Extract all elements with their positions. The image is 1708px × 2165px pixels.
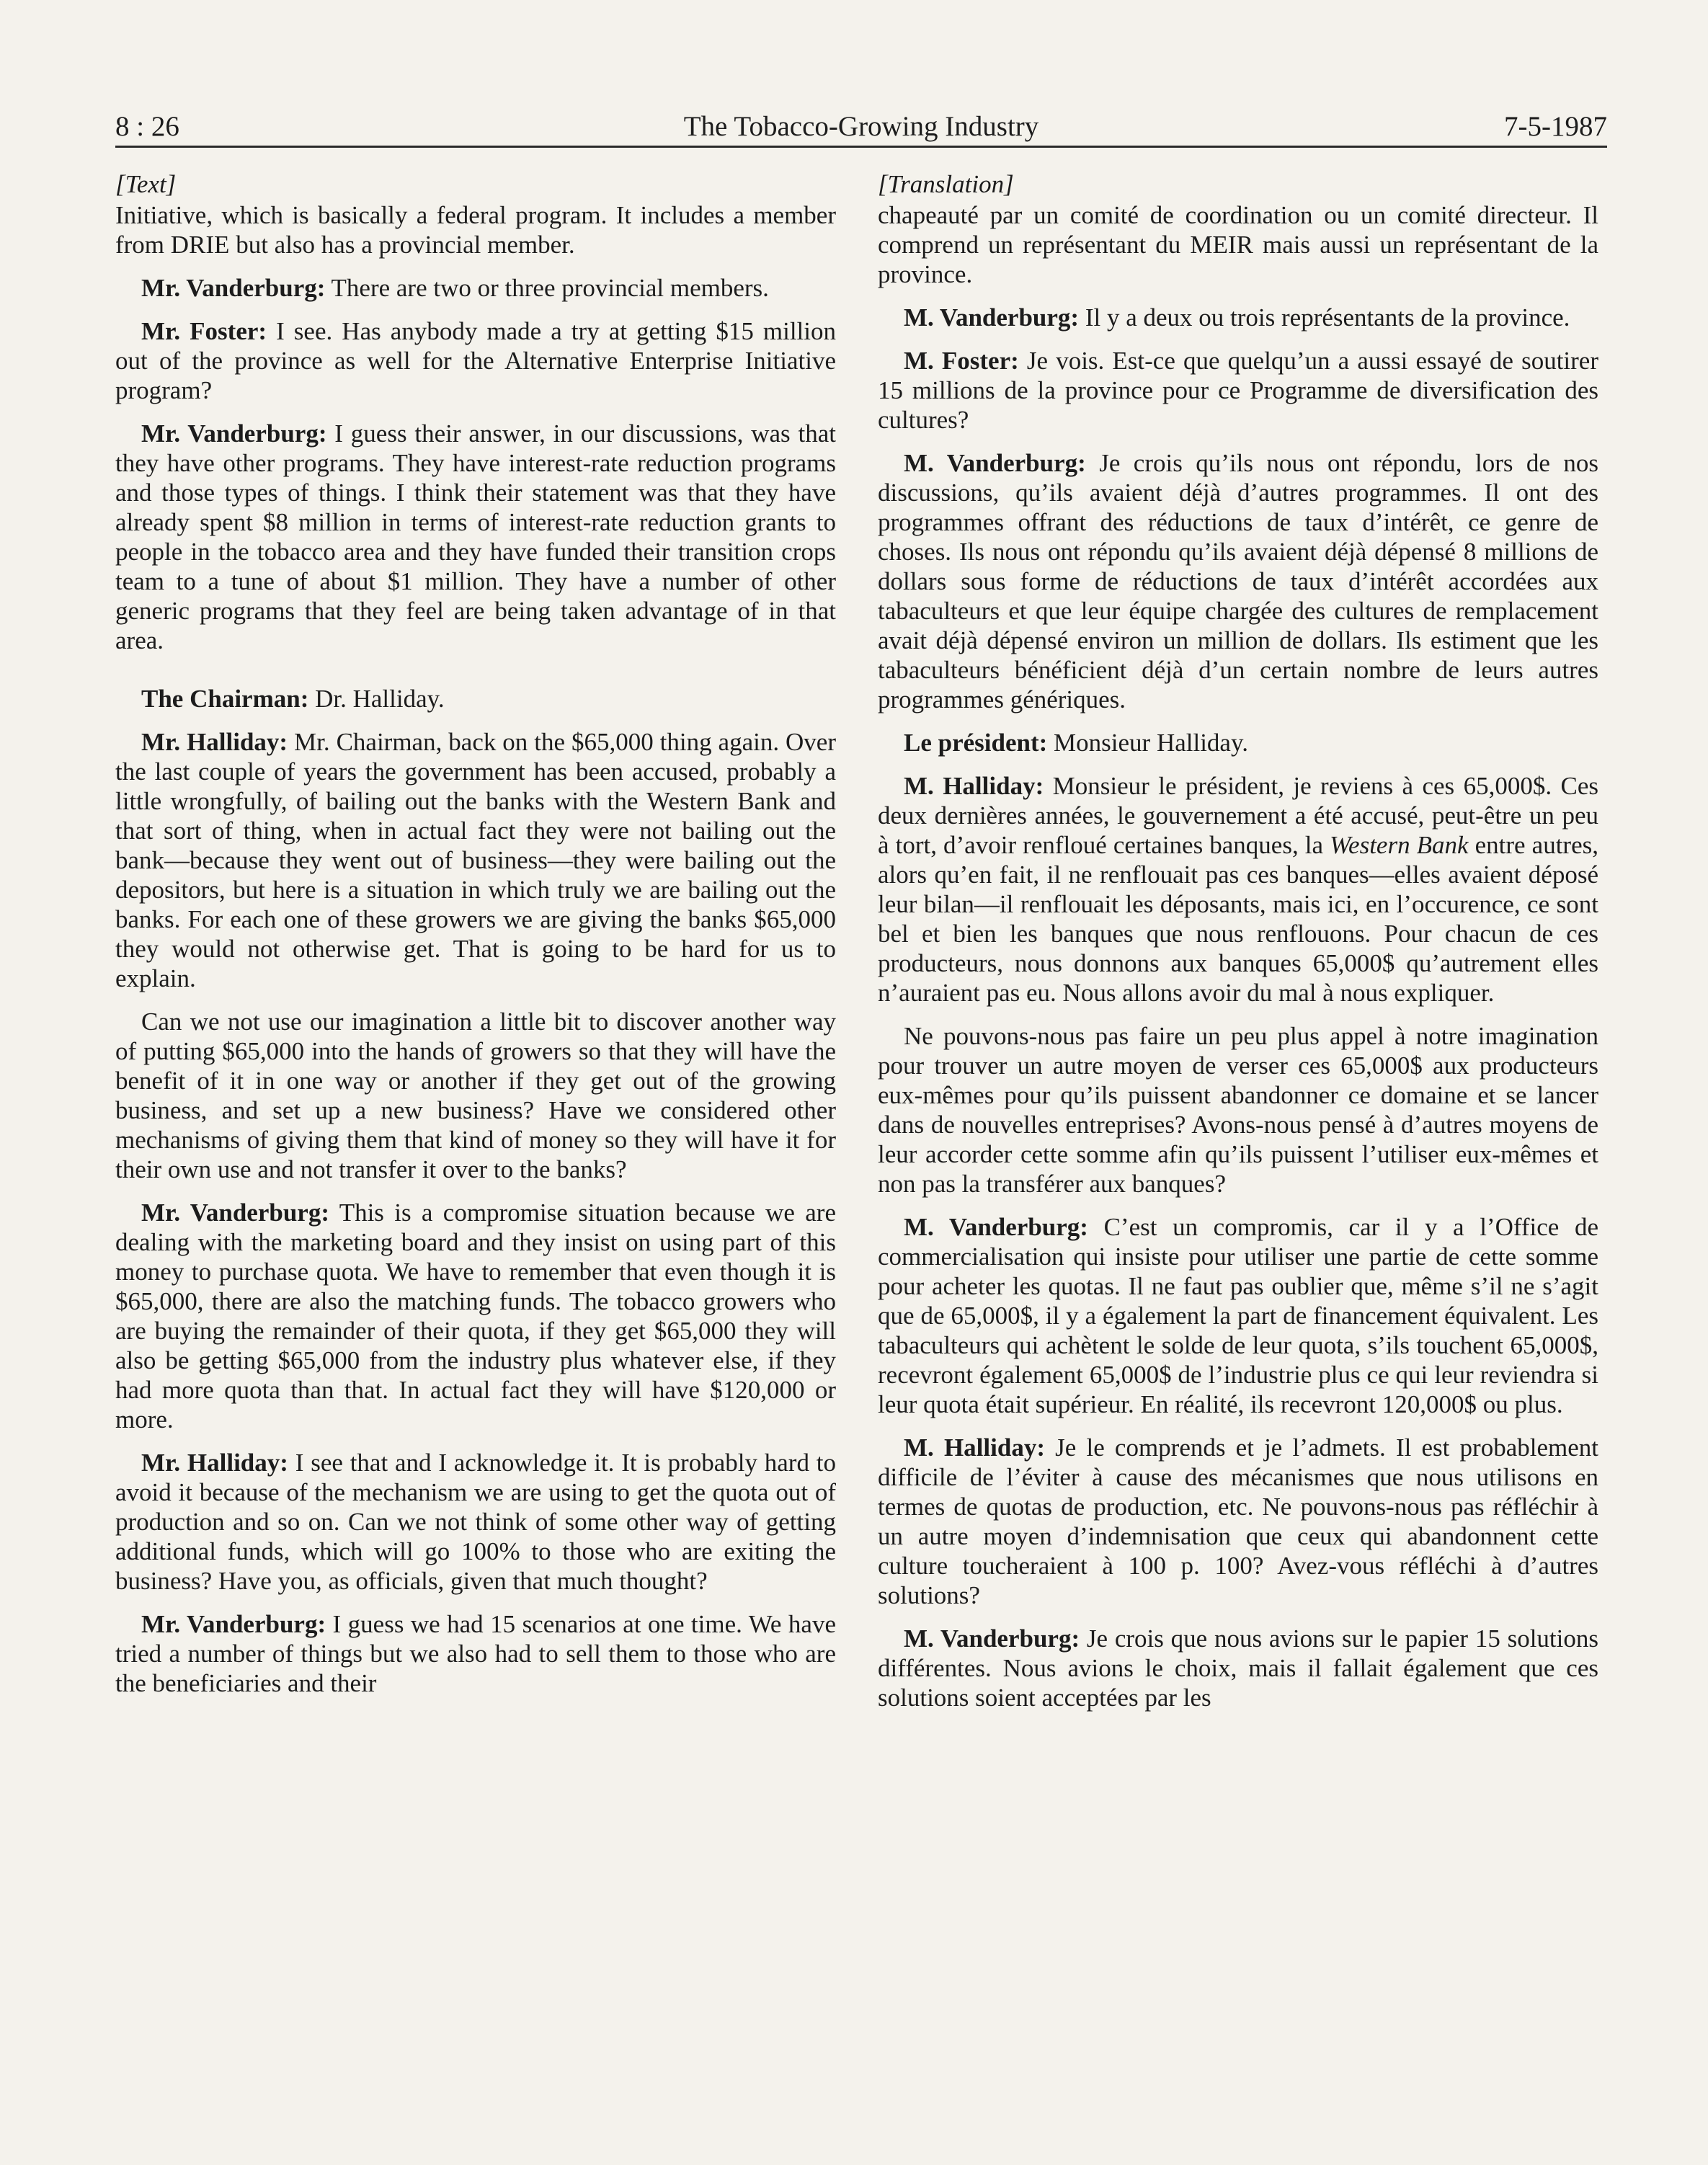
speech-text: Monsieur Halliday. xyxy=(1047,729,1248,757)
paragraph xyxy=(115,684,836,713)
speech-text: Monsieur le président, je reviens à ces 65,000$. Ces deux dernières années, le gouvernement a été accusé, peut-être un peu à tort, d’avoir renfloué certaines banques, la xyxy=(878,772,1598,859)
paragraph xyxy=(878,771,1598,1008)
speaker-name: Mr. Halliday: xyxy=(141,1449,288,1477)
speaker-name: Mr. Vanderburg: xyxy=(141,419,327,448)
page-number: 8 : 26 xyxy=(115,111,179,142)
speech-text: Je vois. Est-ce que quelqu’un a aussi essayé de soutirer 15 millions de la province pour ce Programme de diversification des cultures? xyxy=(878,347,1598,434)
paragraph: Can we not use our imagination a little bit to discover another way of putting $65,000 into the hands of growers so that they will have the benefit of it in one way or another if they get out of the growing business, and set up a new business? Have we considered other mechanisms of giving them that kind of money so they will have it for their own use and not transfer it over to the banks? xyxy=(115,1008,836,1183)
page-header xyxy=(115,108,1607,148)
speech-text: Je le comprends et je l’admets. Il est probablement difficile de l’éviter à cause des mécanismes que nous utilisons en termes de quotas de production, etc. Ne pouvons-nous pas réfléchir à un autre moyen d’indemnisation que ceux qui abandonnent cette culture toucheraient à 100 p. 100? Avez-vous réfléchi à d’autres solutions? xyxy=(878,1433,1598,1609)
paragraph-continued: chapeauté par un comité de coordination ou un comité directeur. Il comprend un représentant du MEIR mais aussi un représentant de la province. xyxy=(878,201,1598,288)
speaker-name: Mr. Halliday: xyxy=(141,728,288,756)
paragraph xyxy=(878,1624,1598,1712)
paragraph xyxy=(115,316,836,405)
speech-text: I see that and I acknowledge it. It is probably hard to avoid it because of the mechanism we are using to get the quota out of production and so on. Can we not think of some other way of getting additional funds, which will go 100% to those who are exiting the business? Have you, as officials, given that much thought? xyxy=(115,1449,836,1595)
bank-name: Western Bank xyxy=(1330,831,1469,859)
paragraph xyxy=(878,1433,1598,1610)
speech-text: Il y a deux ou trois représentants de la province. xyxy=(1079,303,1570,332)
speaker-name: M. Vanderburg: xyxy=(904,449,1086,477)
speech-text: Je crois qu’ils nous ont répondu, lors de nos discussions, qu’ils avaient déjà d’autres programmes. Il ont des programmes offrant des réductions de taux d’intérêt, ce genre de choses. Ils nous ont répondu qu’ils avaient déjà dépensé 8 millions de dollars sous forme de réductions de taux d’intérêt accordées aux tabaculteurs et que leur équipe chargée des cultures de remplacement avait déjà dépensé environ un million de dollars. Ils estiment que les tabaculteurs bénéficient déjà d’un certain nombre de leurs autres programmes génériques. xyxy=(878,449,1598,713)
paragraph xyxy=(115,1198,836,1434)
speaker-name: M. Vanderburg: xyxy=(904,1213,1088,1241)
page-date: 7-5-1987 xyxy=(1504,111,1607,142)
paragraph xyxy=(115,727,836,993)
speaker-name: M. Vanderburg: xyxy=(904,303,1080,332)
paragraph xyxy=(115,1448,836,1596)
paragraph xyxy=(878,728,1598,757)
speaker-name: M. Halliday: xyxy=(904,1433,1045,1462)
speaker-name: Le président: xyxy=(904,729,1048,757)
paragraph xyxy=(878,448,1598,714)
paragraph: Ne pouvons-nous pas faire un peu plus appel à notre imagination pour trouver un autre moyen de verser ces 65,000$ aux producteurs eux-mêmes pour qu’ils puissent abandonner ce domaine et se lancer dans de nouvelles entreprises? Avons-nous pensé à d’autres moyens de leur accorder cette somme afin qu’ils puissent l’utiliser eux-mêmes et non pas la transférer aux banques? xyxy=(878,1022,1598,1198)
speaker-name: Mr. Foster: xyxy=(141,317,267,345)
paragraph xyxy=(115,419,836,655)
speaker-name: Mr. Vanderburg: xyxy=(141,1610,326,1638)
translation-tag: [Translation] xyxy=(878,170,1014,198)
speech-text: Dr. Halliday. xyxy=(308,685,445,713)
english-column xyxy=(115,169,836,2144)
speech-text: There are two or three provincial members. xyxy=(325,274,769,302)
speaker-name: Mr. Vanderburg: xyxy=(141,1199,329,1227)
speech-text: I guess we had 15 scenarios at one time. We have tried a number of things but we also had to sell them to those who are the beneficiaries and their xyxy=(115,1610,836,1697)
paragraph xyxy=(878,303,1598,332)
paragraph xyxy=(878,1212,1598,1419)
speaker-name: M. Halliday: xyxy=(904,772,1044,800)
text-tag: [Text] xyxy=(115,170,177,198)
french-column xyxy=(878,169,1598,2144)
paragraph xyxy=(878,346,1598,435)
speaker-name: The Chairman: xyxy=(141,685,309,713)
speaker-name: Mr. Vanderburg: xyxy=(141,274,326,302)
paragraph xyxy=(115,273,836,303)
speech-text: I see. Has anybody made a try at getting $15 million out of the province as well for the Alternative Enterprise Initiative program? xyxy=(115,317,836,404)
running-title: The Tobacco-Growing Industry xyxy=(683,111,1039,142)
speech-text: Mr. Chairman, back on the $65,000 thing again. Over the last couple of years the government has been accused, probably a little wrongfully, of bailing out the banks with the Western Bank and that sort of thing, when in actual fact they were not bailing out the bank—because they went out of business—they were bailing out the depositors, but here is a situation in which truly we are bailing out the banks. For each one of these growers we are giving the banks $65,000 they would not otherwise get. That is going to be hard for us to explain. xyxy=(115,728,836,992)
speech-text: This is a compromise situation because we are dealing with the marketing board and they insist on using part of this money to purchase quota. We have to remember that even though it is $65,000, there are also the matching funds. The tobacco growers who are buying the remainder of their quota, if they get $65,000 they will also be getting $65,000 from the industry plus whatever else, if they had more quota than that. In actual fact they will have $120,000 or more. xyxy=(115,1199,836,1433)
paragraph xyxy=(115,1609,836,1698)
speaker-name: M. Foster: xyxy=(904,347,1019,375)
speech-text: Je crois que nous avions sur le papier 15 solutions différentes. Nous avions le choix, mais il fallait également que ces solutions soient acceptées par les xyxy=(878,1624,1598,1712)
speech-text: entre autres, alors qu’en fait, il ne renflouait pas ces banques—elles avaient déposé leur bilan—il renflouait les déposants, mais ici, en l’occurence, ce sont bel et bien les banques que nous renflouons. Pour chacun de ces producteurs, nous donnons aux banques 65,000$ qu’autrement elles n’auraient pas eu. Nous allons avoir du mal à nous expliquer. xyxy=(878,831,1598,1007)
speech-text: I guess their answer, in our discussions, was that they have other programs. They have interest-rate reduction programs and those types of things. I think their statement was that they have already spent $8 million in terms of interest-rate reduction grants to people in the tobacco area and they have funded their transition crops team to a tune of about $1 million. They have a number of other generic programs that they feel are being taken advantage of in that area. xyxy=(115,419,836,654)
speech-text: C’est un compromis, car il y a l’Office de commercialisation qui insiste pour utiliser une partie de cette somme pour acheter les quotas. Il ne faut pas oublier que, même s’il ne s’agit que de 65,000$, il y a également la part de financement équivalent. Les tabaculteurs qui achètent le solde de leur quota, s’ils touchent 65,000$, recevront également 65,000$ de l’industrie plus ce qui leur reviendra si leur quota était supérieur. En réalité, ils recevront 120,000$ ou plus. xyxy=(878,1213,1598,1418)
paragraph-continued: Initiative, which is basically a federal program. It includes a member from DRIE but also has a provincial member. xyxy=(115,201,836,259)
speaker-name: M. Vanderburg: xyxy=(904,1624,1080,1653)
